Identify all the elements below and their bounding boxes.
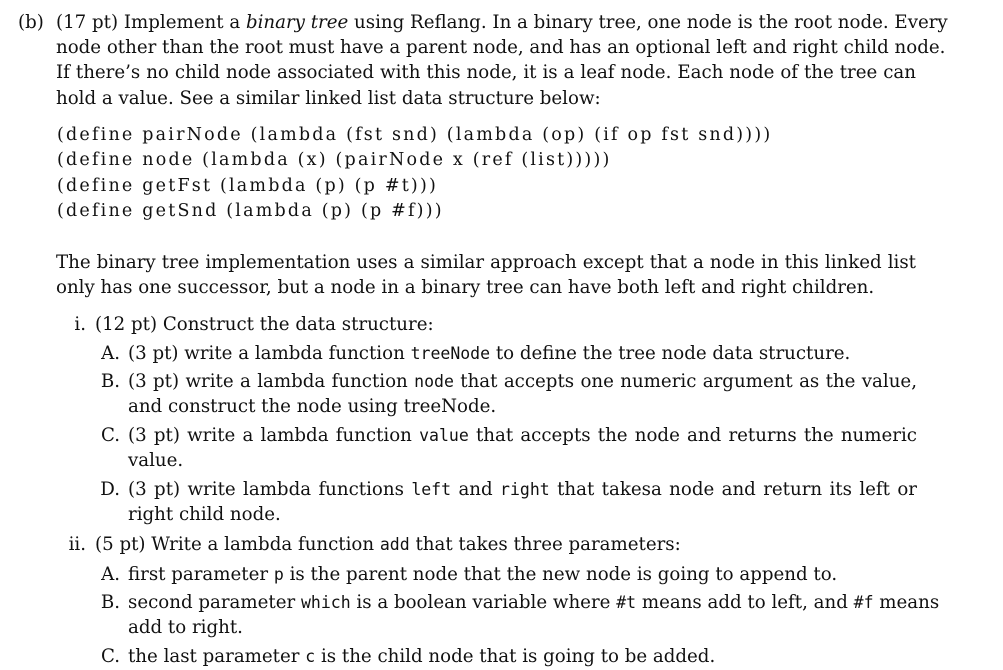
item-ii-c-text [128, 644, 715, 669]
intro-line: node other than the root must have a parent node, and has an optional left and right child node. [56, 37, 946, 58]
item-text: that takes three parameters: [409, 534, 681, 555]
item-text: (3 pt) write a lambda function [128, 371, 415, 392]
item-text: second parameter [128, 592, 301, 613]
item-ii-c-marker: C. [100, 646, 120, 667]
explanation-line: The binary tree implementation uses a similar approach except that a node in this linked list [56, 252, 916, 273]
item-text: that accepts one numeric argument as the value, [453, 371, 917, 392]
part-ii-marker: ii. [68, 534, 86, 555]
code-right: right [500, 480, 550, 499]
item-text: (3 pt) write lambda functions [128, 479, 412, 500]
question-heading-rest: using Reflang. In a binary tree, one node is the root node. Every [348, 12, 948, 33]
item-ii-b-marker: B. [100, 592, 120, 613]
code-true: #t [616, 593, 637, 612]
item-text: that accepts the node and returns the numeric [468, 425, 917, 446]
item-i-b-cont: and construct the node using treeNode. [128, 396, 497, 417]
item-text: to define the tree node data structure. [490, 343, 851, 364]
item-text: the last parameter [128, 646, 306, 667]
code-treenode: treeNode [410, 344, 491, 363]
item-text: is a boolean variable where [350, 592, 617, 613]
question-points: (17 pt) Implement a [56, 12, 246, 33]
item-ii-a-marker: A. [101, 564, 120, 585]
code-c: c [305, 647, 316, 666]
item-text: and [451, 479, 501, 500]
binary-tree-term: binary tree [245, 12, 349, 33]
item-text: is the parent node that the new node is going to append to. [283, 564, 838, 585]
item-text: that takesa node and return its left or [549, 479, 917, 500]
item-i-c-cont: value. [128, 450, 184, 471]
intro-line: If there’s no child node associated with this node, it is a leaf node. Each node of the tree can [56, 62, 916, 83]
part-ii-text [95, 532, 681, 557]
item-ii-a-text [128, 562, 837, 587]
part-i-marker: i. [74, 314, 86, 335]
item-text: (3 pt) write a lambda function [128, 343, 411, 364]
question-label: (b) [18, 12, 44, 33]
question-heading [56, 10, 948, 35]
item-i-b-marker: B. [100, 371, 120, 392]
item-i-c-text [128, 423, 917, 448]
item-i-a-marker: A. [101, 343, 120, 364]
code-line: (define getFst (lambda (p) (p #t))) [57, 176, 439, 196]
item-i-d-text [128, 477, 917, 502]
item-ii-b-text [128, 590, 940, 615]
code-add: add [379, 535, 410, 554]
code-line: (define node (lambda (x) (pairNode x (ref (list))))) [57, 150, 612, 170]
code-line: (define getSnd (lambda (p) (p #f))) [57, 201, 444, 221]
explanation-line: only has one successor, but a node in a binary tree can have both left and right children. [56, 277, 875, 298]
item-text: means add to left, and [636, 592, 854, 613]
code-left: left [411, 480, 452, 499]
intro-line: hold a value. See a similar linked list data structure below: [56, 88, 601, 109]
item-i-b-text [128, 369, 917, 394]
code-node: node [414, 372, 454, 391]
item-text: first parameter [128, 564, 274, 585]
item-text: (3 pt) write a lambda function [128, 425, 420, 446]
item-ii-b-cont: add to right. [128, 617, 243, 638]
code-p: p [273, 565, 284, 584]
code-which: which [300, 593, 351, 612]
item-i-d-marker: D. [100, 479, 120, 500]
item-text: means [873, 592, 940, 613]
item-i-c-marker: C. [100, 425, 120, 446]
code-value: value [419, 426, 469, 445]
item-i-a-text [128, 341, 850, 366]
code-line: (define pairNode (lambda (fst snd) (lambda (op) (if op fst snd)))) [57, 125, 773, 145]
item-text: is the child node that is going to be added. [315, 646, 716, 667]
item-text: (5 pt) Write a lambda function [95, 534, 380, 555]
part-i-text: (12 pt) Construct the data structure: [95, 314, 434, 335]
item-i-d-cont: right child node. [128, 504, 281, 525]
code-false: #f [853, 593, 874, 612]
